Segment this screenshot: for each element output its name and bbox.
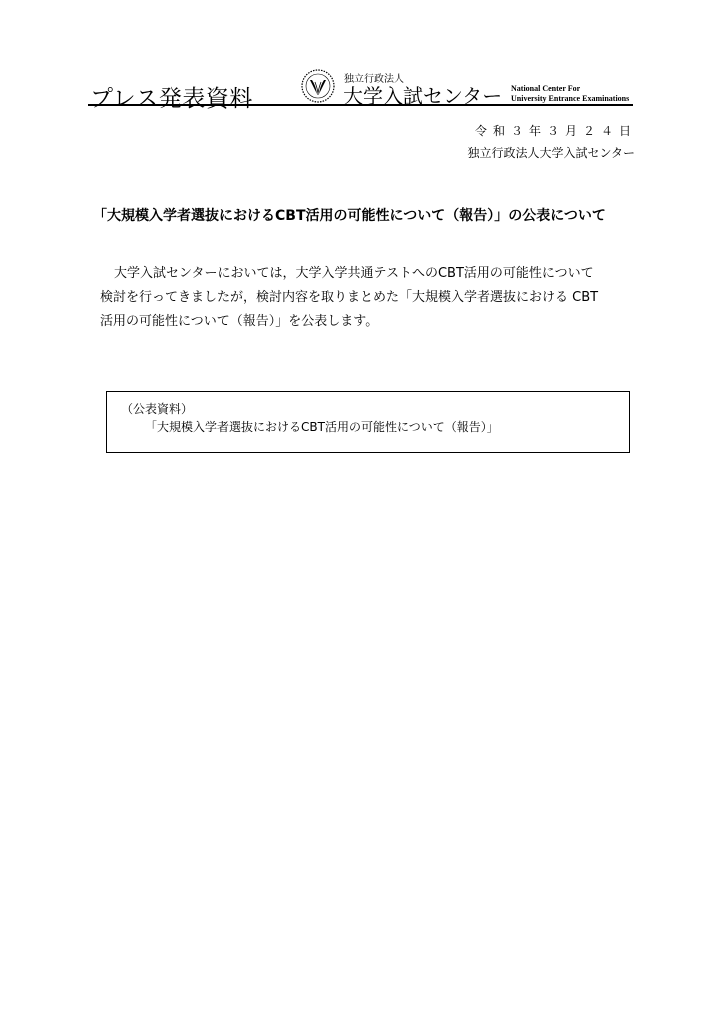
issuer-name: 独立行政法人大学入試センター xyxy=(467,146,635,160)
header-divider xyxy=(88,104,633,106)
org-kind-label: 独立行政法人 xyxy=(344,74,404,85)
org-english-name xyxy=(511,84,629,104)
body-line: 活用の可能性について（報告）」を公表します。 xyxy=(100,314,379,329)
press-release-label: プレス発表資料 xyxy=(90,86,253,112)
body-line: 検討を行ってきましたが，検討内容を取りまとめた「大規模入学者選抜における CBT xyxy=(100,290,599,305)
org-name: 大学入試センター xyxy=(343,84,503,108)
release-date: 令和３年３月２４日 xyxy=(474,124,637,138)
org-english-line1: National Center For xyxy=(511,84,581,93)
body-paragraph xyxy=(100,262,640,334)
body-line: 大学入試センターにおいては，大学入学共通テストへのCBT活用の可能性について xyxy=(114,266,594,281)
materials-heading: （公表資料） xyxy=(121,402,194,416)
document-title: 「大規模入学者選抜におけるCBT活用の可能性について（報告）」の公表について xyxy=(93,208,606,224)
materials-item: 「大規模入学者選抜におけるCBT活用の可能性について（報告）」 xyxy=(145,420,499,434)
org-english-line2: University Entrance Examinations xyxy=(511,94,630,103)
national-center-emblem-icon xyxy=(300,68,336,104)
published-materials-box xyxy=(106,391,630,453)
